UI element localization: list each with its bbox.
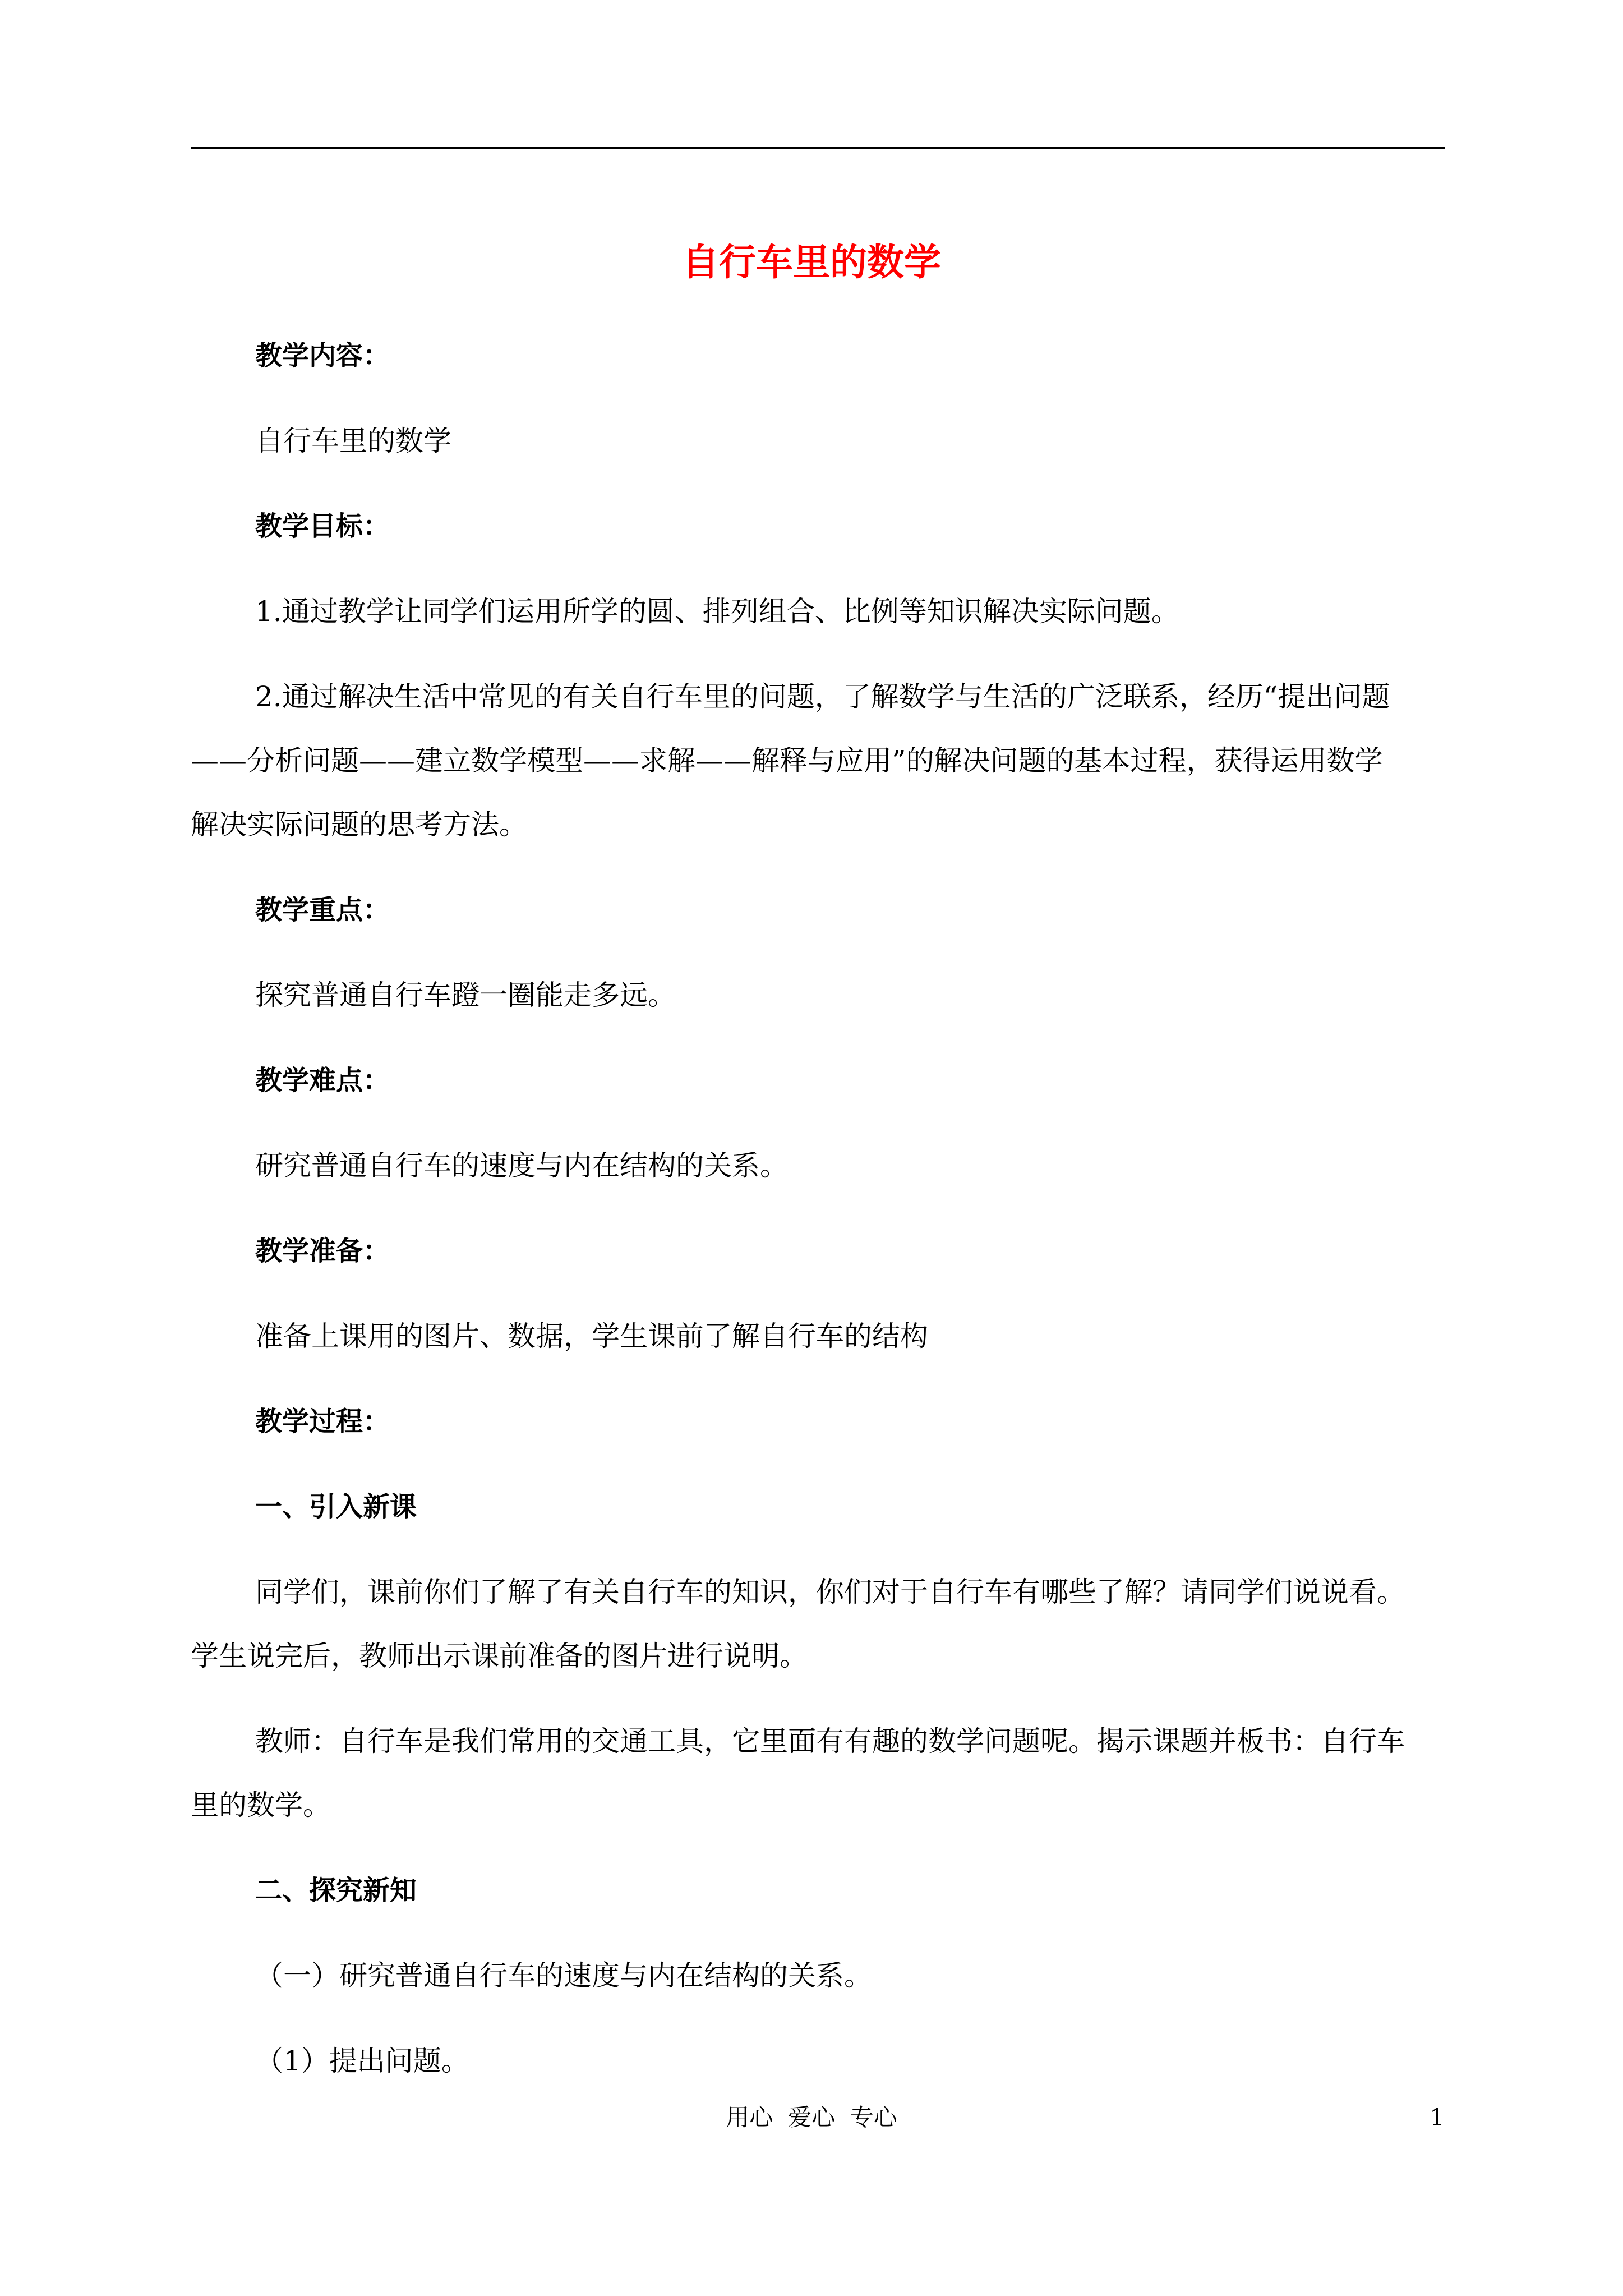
text-part-1-para-1-line-2: 学生说完后，教师出示课前准备的图片进行说明。 <box>191 1640 808 1672</box>
heading-teaching-process: 教学过程： <box>255 1406 390 1437</box>
text-part-2-sub-1-item-1: （1）提出问题。 <box>255 2045 469 2077</box>
heading-part-1: 一、引入新课 <box>255 1491 417 1522</box>
heading-teaching-content: 教学内容： <box>255 340 390 371</box>
header-rule <box>191 147 1445 149</box>
heading-teaching-goals: 教学目标： <box>255 510 390 542</box>
text-part-1-para-2-line-1: 教师：自行车是我们常用的交通工具，它里面有有趣的数学问题呢。揭示课题并板书：自行车 <box>255 1725 1405 1757</box>
text-part-1-para-1-line-1: 同学们，课前你们了解了有关自行车的知识，你们对于自行车有哪些了解？请同学们说说看。 <box>255 1576 1405 1608</box>
text-goal-2-line-3: 解决实际问题的思考方法。 <box>191 808 527 841</box>
text-teaching-key: 探究普通自行车蹬一圈能走多远。 <box>255 979 676 1011</box>
text-teaching-difficulty: 研究普通自行车的速度与内在结构的关系。 <box>255 1149 788 1182</box>
page-number: 1 <box>1430 2104 1445 2131</box>
text-teaching-prep: 准备上课用的图片、数据，学生课前了解自行车的结构 <box>255 1320 928 1352</box>
document-title: 自行车里的数学 <box>682 241 941 284</box>
heading-teaching-difficulty: 教学难点： <box>255 1065 390 1096</box>
text-goal-1: 1.通过教学让同学们运用所学的圆、排列组合、比例等知识解决实际问题。 <box>255 595 1179 628</box>
text-goal-2-line-1: 2.通过解决生活中常见的有关自行车里的问题，了解数学与生活的广泛联系，经历“提出问题 <box>255 680 1390 713</box>
text-teaching-content: 自行车里的数学 <box>255 425 451 457</box>
heading-teaching-key: 教学重点： <box>255 894 390 926</box>
text-part-2-sub-1: （一）研究普通自行车的速度与内在结构的关系。 <box>255 1959 872 1992</box>
heading-part-2: 二、探究新知 <box>255 1875 417 1906</box>
text-goal-2-line-2: ——分析问题——建立数学模型——求解——解释与应用”的解决问题的基本过程，获得运用数学 <box>191 744 1383 777</box>
footer-motto: 用心 爱心 专心 <box>726 2104 897 2131</box>
text-part-1-para-2-line-2: 里的数学。 <box>191 1789 331 1821</box>
heading-teaching-prep: 教学准备： <box>255 1235 390 1267</box>
